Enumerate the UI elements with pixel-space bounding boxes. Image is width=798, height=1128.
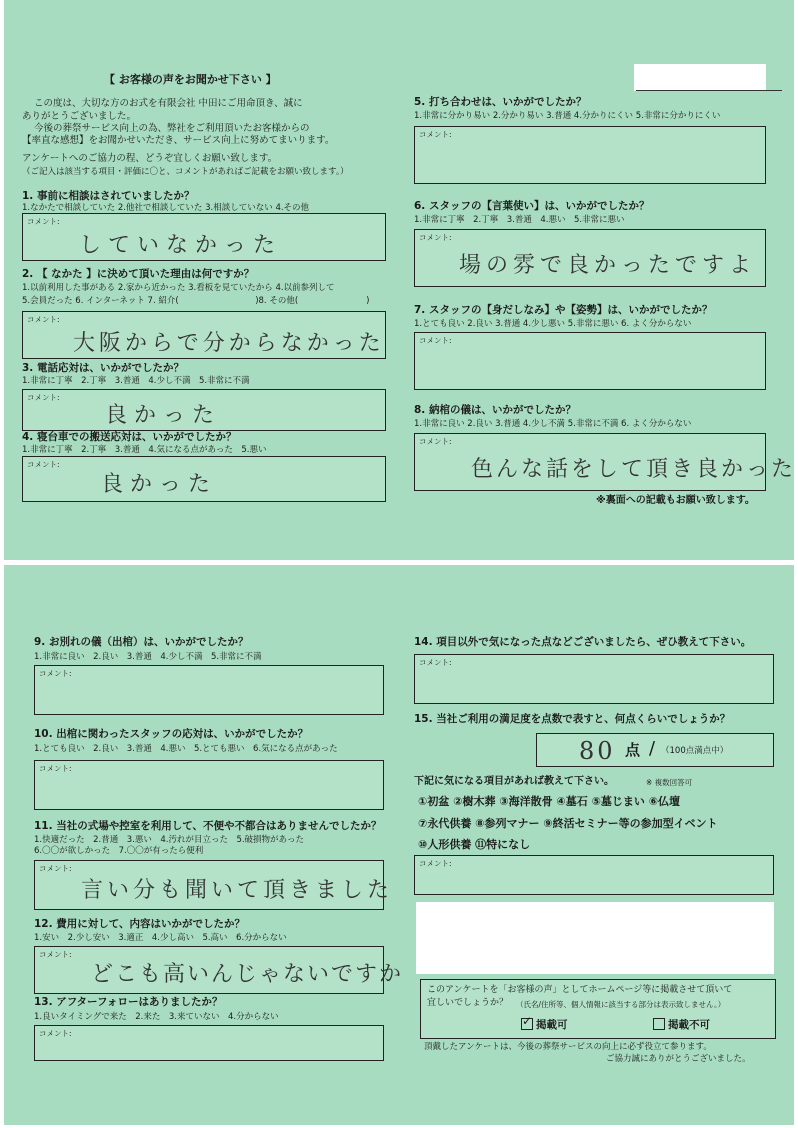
q10-title: 10. 出棺に関わったスタッフの応対は、いかがでしたか？ — [34, 728, 309, 740]
q8-comment-box[interactable] — [414, 433, 797, 491]
q12-title: 12. 費用に対して、内容はいかがでしたか？ — [34, 918, 246, 930]
q7-options: 1.とても良い 2.良い 3.普通 4.少し悪い 5.非常に悪い 6. よく分からない — [414, 319, 692, 329]
comment-label: コメント: — [39, 764, 72, 773]
q4-options: 1.非常に丁寧 2.丁寧 3.普通 4.気になる点があった 5.悪い — [22, 445, 267, 455]
q2-comment: 大阪からで分からなかった — [73, 331, 385, 356]
comment-label: コメント: — [419, 336, 452, 345]
comment-label: コメント: — [39, 669, 72, 678]
q13-comment-box[interactable] — [34, 1025, 384, 1061]
interests-title: 下記に気になる項目があれば教えて下さい。 — [414, 776, 614, 787]
publish-note: （氏名/住所等、個人情報に該当する部分は表示致しません。） — [516, 1000, 726, 1009]
interests-comment-box[interactable] — [414, 855, 774, 895]
comment-label: コメント: — [419, 658, 452, 667]
q6-title: 6. スタッフの【言葉使い】は、いかがでしたか？ — [414, 200, 650, 212]
q3-title: 3. 電話応対は、いかがでしたか？ — [22, 362, 184, 374]
slash-mark: / — [649, 738, 656, 759]
comment-label: コメント: — [27, 393, 60, 402]
q2-title: 2. 【 なかた 】に決めて頂いた理由は何ですか？ — [22, 268, 255, 280]
q15-title: 15. 当社ご利用の満足度を点数で表すと、何点くらいでしょうか？ — [414, 713, 731, 725]
q1-comment: していなかった — [79, 233, 283, 258]
intro-line-4: 【率直な感想】をお聞かせいただき、サービス向上に努めてまいります。 — [22, 135, 335, 146]
comment-label: コメント: — [419, 859, 452, 868]
comment-label: コメント: — [39, 1029, 72, 1038]
publish-ok-option[interactable]: ✓ 掲載可 — [522, 1014, 568, 1031]
q1-title: 1. 事前に相談はされていましたか？ — [22, 190, 195, 202]
q8-comment: 色んな話をして頂き良かった — [471, 457, 797, 482]
comment-label: コメント: — [419, 233, 452, 242]
q15-scale: （100点満点中） — [661, 746, 729, 756]
redaction-box — [416, 902, 774, 974]
q6-comment-box[interactable] — [414, 229, 766, 287]
q7-title: 7. スタッフの【身だしなみ】や【姿勢】は、いかがでしたか？ — [414, 304, 713, 316]
q3-options: 1.非常に丁寧 2.丁寧 3.普通 4.少し不満 5.非常に不満 — [22, 376, 250, 386]
q5-options: 1.非常に分かり易い 2.分かり易い 3.普通 4.分かりにくい 5.非常に分かりにくい — [414, 111, 721, 121]
q11-comment-box[interactable] — [34, 860, 394, 910]
survey-page-1 — [4, 0, 797, 560]
q15-score: 80 — [579, 737, 616, 765]
q8-options: 1.非常に良い 2.良い 3.普通 4.少し不満 5.非常に不満 6. よく分からない — [414, 419, 692, 429]
q13-title: 13. アフターフォローはありましたか？ — [34, 996, 223, 1008]
comment-label: コメント: — [27, 460, 60, 469]
back-note: ※裏面への記載もお願い致します。 — [596, 495, 755, 506]
publish-question-2: 宜しいでしょうか？ — [427, 998, 509, 1008]
q1-comment-box[interactable] — [22, 213, 386, 261]
comment-label: コメント: — [419, 130, 452, 139]
survey-page-2 — [4, 565, 794, 1125]
q11-title: 11. 当社の式場や控室を利用して、不便や不都合はありませんでしたか？ — [34, 820, 382, 832]
q4-comment: 良かった — [101, 472, 218, 497]
q9-comment-box[interactable] — [34, 665, 384, 715]
intro-line-2: ありがとうございました。 — [22, 111, 137, 122]
comment-label: コメント: — [39, 864, 72, 873]
q10-comment-box[interactable] — [34, 760, 384, 810]
q9-title: 9. お別れの儀（出棺）は、いかがでしたか？ — [34, 636, 249, 648]
q1-options: 1.なかたで相談していた 2.他社で相談していた 3.相談していない 4.その他 — [22, 203, 310, 213]
interests-row-1: ①初盆 ②樹木葬 ③海洋散骨 ④墓石 ⑤墓じまい ⑥仏壇 — [418, 795, 681, 808]
q11-comment: 言い分も聞いて頂きました — [81, 878, 394, 903]
interests-note: ※ 複数回答可 — [646, 778, 693, 787]
q2-comment-box[interactable] — [22, 311, 386, 359]
q3-comment-box[interactable] — [22, 389, 386, 431]
q15-unit: 点 — [625, 741, 641, 759]
checkbox-icon[interactable] — [653, 1018, 665, 1030]
publish-ng-option[interactable]: 掲載不可 — [653, 1018, 710, 1032]
comment-label: コメント: — [27, 315, 60, 324]
q2-options-2: 5.会員だった 6. インターネット 7. 紹介( )8. その他( ) — [22, 296, 370, 306]
intro-line-5: アンケートへのご協力の程、どうぞ宜しくお願い致します。 — [22, 153, 278, 164]
q5-comment-box[interactable] — [414, 126, 766, 184]
q5-title: 5. 打ち合わせは、いかがでしたか？ — [414, 96, 587, 108]
intro-line-6: （ご記入は該当する項目・評価に〇と、コメントがあればご記載をお願い致します。） — [22, 167, 349, 177]
q13-options: 1.良いタイミングで来た 2.来た 3.来ていない 4.分からない — [34, 1012, 279, 1022]
q14-title: 14. 項目以外で気になった点などございましたら、ぜひ教えて下さい。 — [414, 636, 752, 648]
q6-comment: 場の雰で良かったですよ — [459, 253, 757, 278]
q8-title: 8. 納棺の儀は、いかがでしたか？ — [414, 404, 576, 416]
comment-label: コメント: — [27, 217, 60, 226]
comment-label: コメント: — [419, 437, 452, 446]
q12-comment: どこも高いんじゃないですか — [91, 962, 404, 987]
q12-comment-box[interactable] — [34, 946, 404, 994]
checkbox-checked-icon[interactable]: ✓ — [522, 1014, 533, 1028]
q11-options-2: 6.〇〇が欲しかった 7.〇〇が有ったら便利 — [34, 846, 204, 856]
q14-comment-box[interactable] — [414, 654, 774, 704]
q6-options: 1.非常に丁寧 2.丁寧 3.普通 4.悪い 5.非常に悪い — [414, 215, 625, 225]
q10-options: 1.とても良い 2.良い 3.普通 4.悪い 5.とても悪い 6.気になる点があった — [34, 744, 338, 754]
comment-label: コメント: — [39, 950, 72, 959]
publish-question-1: このアンケートを「お客様の声」としてホームページ等に掲載させて頂いて — [427, 985, 733, 995]
name-line — [636, 90, 782, 91]
q2-options-1: 1.以前利用した事がある 2.家から近かった 3.看板を見ていたから 4.以前参列して — [22, 283, 335, 293]
q4-title: 4. 寝台車での搬送応対は、いかがでしたか？ — [22, 431, 237, 443]
publish-box — [420, 979, 776, 1039]
interests-row-2: ⑦永代供養 ⑧参列マナー ⑨終活セミナー等の参加型イベント — [418, 817, 718, 830]
footer-line-1: 頂戴したアンケートは、今後の葬祭サービスの向上に必ず役立て参ります。 — [424, 1042, 712, 1052]
page-title: 【 お客様の声をお聞かせ下さい 】 — [104, 73, 277, 86]
intro-line-3: 今後の葬祭サービス向上の為、弊社をご利用頂いたお客様からの — [34, 123, 310, 134]
q4-comment-box[interactable] — [22, 456, 386, 502]
q3-comment: 良かった — [105, 403, 222, 428]
intro-line-1: この度は、大切な方のお式を有限会社 中田にご用命頂き、誠に — [34, 98, 303, 109]
q11-options-1: 1.快適だった 2.普通 3.悪い 4.汚れが目立った 5.破損物があった — [34, 835, 304, 845]
redaction-box — [634, 64, 766, 91]
q7-comment-box[interactable] — [414, 332, 766, 390]
q15-score-box[interactable] — [536, 733, 774, 767]
footer-line-2: ご協力誠にありがとうございました。 — [606, 1054, 751, 1064]
q12-options: 1.安い 2.少し安い 3.適正 4.少し高い 5.高い 6.分からない — [34, 933, 287, 943]
interests-row-3: ⑩人形供養 ⑪特になし — [418, 838, 531, 851]
q9-options: 1.非常に良い 2.良い 3.普通 4.少し不満 5.非常に不満 — [34, 652, 262, 662]
